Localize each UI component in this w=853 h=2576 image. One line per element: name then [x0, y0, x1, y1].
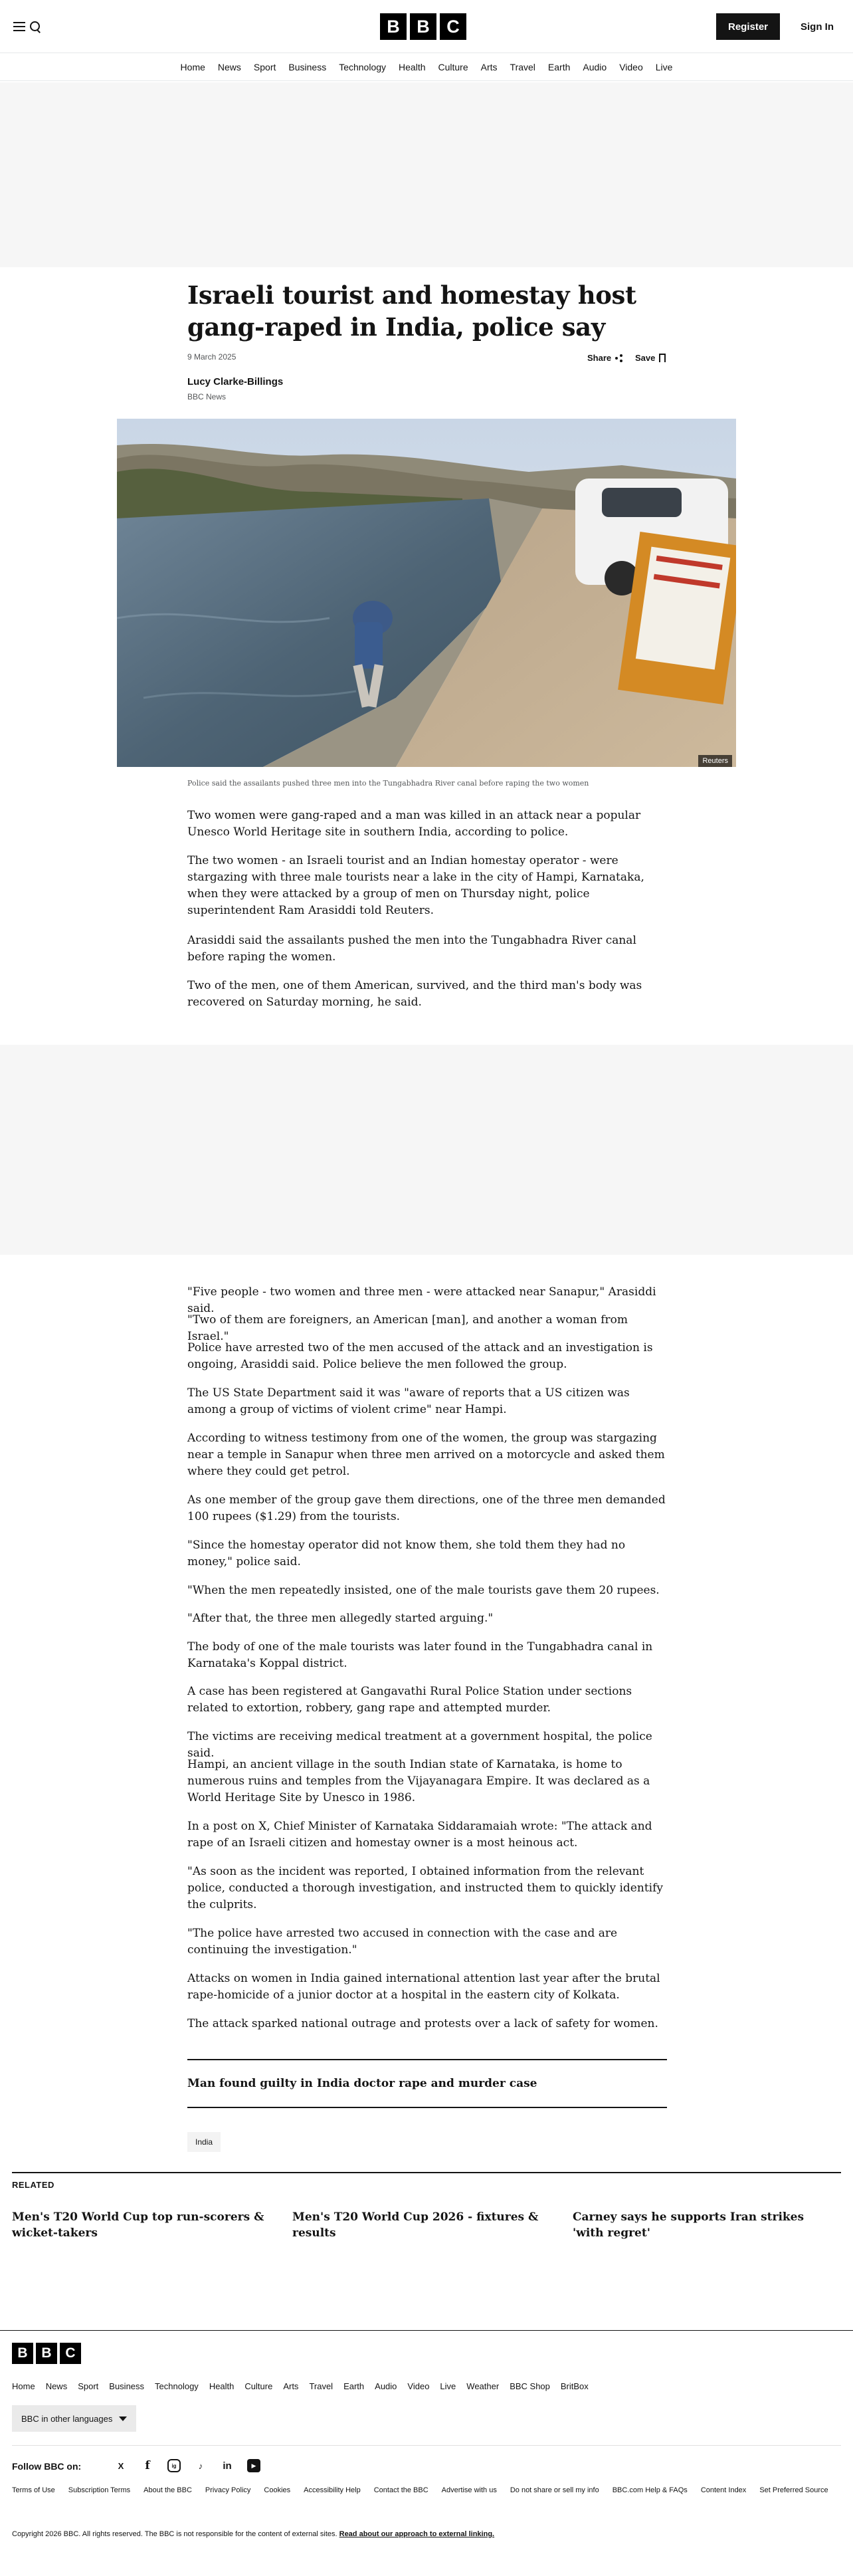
article-paragraph: "The police have arrested two accused in connection with the case and are continuing the investigation." [187, 1927, 618, 1957]
logo-letter: B [410, 13, 436, 40]
footer-link[interactable]: Contact the BBC [373, 2486, 428, 2494]
footer-link[interactable]: Accessibility Help [304, 2486, 361, 2494]
x-icon[interactable]: X [118, 2460, 124, 2471]
related-heading: RELATED [12, 2172, 841, 2190]
register-button[interactable]: Register [716, 13, 780, 40]
footer-links [12, 2486, 841, 2494]
hero-image [117, 419, 736, 767]
nav-item-home[interactable]: Home [180, 61, 205, 72]
logo-letter: C [440, 13, 466, 40]
footer-bbc-logo[interactable] [12, 2343, 81, 2364]
logo-letter: B [380, 13, 407, 40]
search-icon [29, 21, 41, 33]
author-source: BBC News [187, 392, 227, 401]
logo-letter: B [36, 2343, 57, 2364]
share-label: Share [587, 353, 612, 363]
footer-link[interactable]: Advertise with us [441, 2486, 497, 2494]
article-paragraph: "Two of them are foreigners, an American [man], and another a woman from Israel." [187, 1313, 628, 1343]
footer-nav-item[interactable]: Culture [244, 2381, 273, 2391]
related-card[interactable]: Men's T20 World Cup top run-scorers & wicket-takers [12, 2210, 264, 2240]
save-button[interactable] [635, 353, 666, 363]
article-paragraph: In a post on X, Chief Minister of Karnataka Siddaramaiah wrote: "The attack and rape of an Israeli citizen and homestay owner is a most heinous act. [187, 1820, 652, 1850]
copyright-text: Copyright 2026 BBC. All rights reserved. The BBC is not responsible for the content of external sites. [12, 2530, 337, 2538]
footer-link[interactable]: BBC.com Help & FAQs [612, 2486, 688, 2494]
linkedin-icon[interactable]: in [223, 2460, 232, 2472]
article-paragraph: The two women - an Israeli tourist and an Indian homestay operator - were stargazing with three male tourists near a lake in the city of Hampi, Karnataka, when they were attacked by a group of men on Thursday night, police superintendent Ram Arasiddi told Reuters. [187, 854, 644, 917]
article-paragraph: Police have arrested two of the men accused of the attack and an investigation is ongoing, Arasiddi said. Police believe the men followed the group. [187, 1341, 653, 1371]
footer-nav-item[interactable]: Home [12, 2381, 35, 2391]
facebook-icon[interactable]: f [145, 2459, 150, 2472]
sign-in-button[interactable]: Sign In [801, 21, 834, 33]
bbc-logo[interactable] [380, 13, 466, 40]
top-header [0, 0, 853, 53]
footer-divider [12, 2445, 841, 2446]
footer-nav-item[interactable]: Travel [309, 2381, 333, 2391]
chevron-down-icon [119, 2416, 127, 2421]
logo-letter: B [12, 2343, 33, 2364]
article-paragraph: Hampi, an ancient village in the south Indian state of Karnataka, is home to numerous ruins and temples from the Vijayanagara Empire. It was declared as a World Heritage Site by Unesco in 1986. [187, 1758, 650, 1804]
footer-link[interactable]: Content Index [700, 2486, 747, 2494]
main-nav [0, 53, 853, 81]
footer-nav [12, 2381, 589, 2391]
canal-scene-illustration [117, 419, 736, 767]
menu-icon [13, 22, 25, 31]
instagram-icon[interactable]: ig [167, 2459, 181, 2472]
nav-item-business[interactable]: Business [288, 61, 327, 72]
article-paragraph: A case has been registered at Gangavathi Rural Police Station under sections related to extortion, robbery, gang rape and attempted murder. [187, 1685, 632, 1715]
social-links [114, 2459, 260, 2472]
article-paragraph: The attack sparked national outrage and protests over a lack of safety for women. [187, 2017, 658, 2030]
footer [0, 2330, 853, 2576]
footer-nav-item[interactable]: BritBox [560, 2381, 589, 2391]
footer-nav-item[interactable]: Health [209, 2381, 235, 2391]
external-linking-link[interactable]: Read about our approach to external linking. [339, 2530, 495, 2538]
tiktok-icon[interactable]: ♪ [198, 2460, 203, 2471]
footer-link[interactable]: Privacy Policy [205, 2486, 251, 2494]
article-paragraph: The body of one of the male tourists was later found in the Tungabhadra canal in Karnataka's Koppal district. [187, 1640, 653, 1670]
nav-item-technology[interactable]: Technology [339, 61, 387, 72]
article-paragraph: "Since the homestay operator did not know them, she told them they had no money," police said. [187, 1539, 626, 1568]
bookmark-icon [659, 354, 666, 362]
follow-label: Follow BBC on: [12, 2461, 82, 2472]
logo-letter: C [60, 2343, 81, 2364]
footer-nav-item[interactable]: Earth [343, 2381, 365, 2391]
nav-item-travel[interactable]: Travel [510, 61, 535, 72]
footer-nav-item[interactable]: Live [440, 2381, 456, 2391]
ad-slot-top [0, 82, 853, 267]
footer-nav-item[interactable]: Video [407, 2381, 430, 2391]
nav-item-sport[interactable]: Sport [253, 61, 276, 72]
nav-item-audio[interactable]: Audio [583, 61, 607, 72]
footer-link[interactable]: Cookies [264, 2486, 291, 2494]
article-date: 9 March 2025 [187, 352, 237, 362]
article-paragraph: The victims are receiving medical treatment at a government hospital, the police said. [187, 1730, 652, 1760]
article-paragraph: "Five people - two women and three men - were attacked near Sanapur," Arasiddi said. [187, 1285, 656, 1315]
related-story-title: Man found guilty in India doctor rape and murder case [187, 2077, 537, 2090]
save-label: Save [635, 353, 656, 363]
footer-link[interactable]: Terms of Use [12, 2486, 55, 2494]
footer-nav-item[interactable]: Audio [375, 2381, 397, 2391]
image-credit: Reuters [698, 755, 732, 767]
footer-nav-item[interactable]: Arts [283, 2381, 299, 2391]
related-story-link[interactable] [187, 2059, 667, 2108]
related-card[interactable]: Men's T20 World Cup 2026 - fixtures & results [292, 2210, 539, 2240]
image-caption: Police said the assailants pushed three men into the Tungabhadra River canal before raping the two women [187, 779, 589, 788]
other-languages-button[interactable] [12, 2405, 136, 2432]
footer-nav-item[interactable]: Sport [78, 2381, 99, 2391]
article-headline: Israeli tourist and homestay host gang-raped in India, police say [187, 280, 636, 342]
footer-nav-item[interactable]: Business [109, 2381, 145, 2391]
article-paragraph: As one member of the group gave them directions, one of the three men demanded 100 rupees ($1.29) from the tourists. [187, 1493, 666, 1523]
article-paragraph: According to witness testimony from one of the women, the group was stargazing near a temple in Sanapur when three men arrived on a motorcycle and asked them where they could get petrol. [187, 1432, 665, 1478]
nav-item-news[interactable]: News [217, 61, 241, 72]
share-icon [615, 354, 622, 362]
footer-link[interactable]: Set Preferred Source [759, 2486, 828, 2494]
nav-item-arts[interactable]: Arts [480, 61, 498, 72]
nav-item-earth[interactable]: Earth [547, 61, 571, 72]
article-paragraph: Attacks on women in India gained international attention last year after the brutal rape-homicide of a junior doctor at a hospital in the eastern city of Kolkata. [187, 1972, 660, 2002]
youtube-icon[interactable]: ▶ [247, 2459, 260, 2472]
nav-item-health[interactable]: Health [399, 61, 426, 72]
nav-item-culture[interactable]: Culture [438, 61, 468, 72]
footer-link[interactable]: About the BBC [143, 2486, 192, 2494]
nav-item-video[interactable]: Video [619, 61, 643, 72]
nav-item-live[interactable]: Live [655, 61, 673, 72]
share-button[interactable] [587, 353, 622, 363]
ad-slot-mid [0, 1045, 853, 1255]
article-paragraph: Two women were gang-raped and a man was killed in an attack near a popular Unesco World Heritage site in southern India, according to police. [187, 809, 641, 839]
footer-nav-item[interactable]: News [45, 2381, 68, 2391]
copyright [12, 2530, 494, 2538]
related-card[interactable]: Carney says he supports Iran strikes 'with regret' [573, 2210, 805, 2240]
footer-nav-item[interactable]: Weather [466, 2381, 500, 2391]
article-paragraph: Two of the men, one of them American, survived, and the third man's body was recovered on Saturday morning, he said. [187, 979, 642, 1009]
footer-nav-item[interactable]: BBC Shop [510, 2381, 550, 2391]
footer-link[interactable]: Subscription Terms [68, 2486, 131, 2494]
article-paragraph: Arasiddi said the assailants pushed the men into the Tungabhadra River canal before raping the women. [187, 934, 636, 964]
article-paragraph: "After that, the three men allegedly started arguing." [187, 1612, 494, 1625]
menu-search-button[interactable] [13, 17, 44, 36]
footer-nav-item[interactable]: Technology [155, 2381, 199, 2391]
other-languages-label: BBC in other languages [21, 2413, 113, 2424]
article-paragraph: "When the men repeatedly insisted, one of the male tourists gave them 20 rupees. [187, 1584, 660, 1597]
topic-tag-india[interactable]: India [187, 2132, 221, 2152]
article-paragraph: The US State Department said it was "aware of reports that a US citizen was among a group of victims of violent crime" near Hampi. [187, 1386, 630, 1416]
author-name[interactable]: Lucy Clarke-Billings [187, 376, 284, 387]
footer-link[interactable]: Do not share or sell my info [510, 2486, 599, 2494]
article-paragraph: "As soon as the incident was reported, I obtained information from the relevant police, conducted a thorough investigation, and instructed them to quickly identify the culprits. [187, 1865, 663, 1911]
